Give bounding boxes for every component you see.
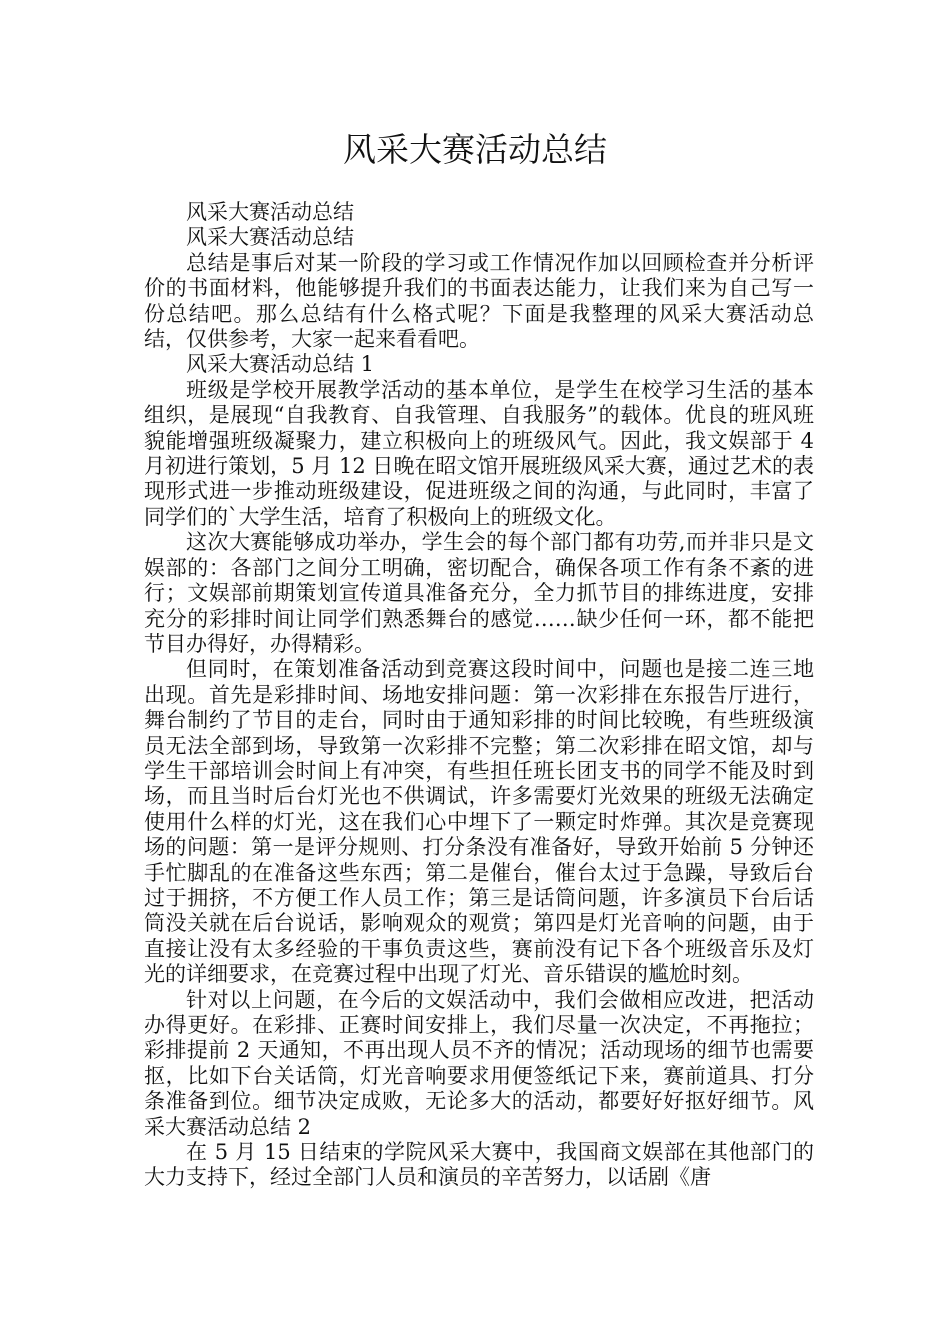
paragraph: 班级是学校开展教学活动的基本单位，是学生在校学习生活的基本组织，是展现“自我教育、自我管理、自我服务”的载体。优良的班风班貌能增强班级凝聚力，建立积极向上的班级风气。因此，我文娱部于 4 月初进行策划，5 月 12 日晚在昭文馆开展班级风采大赛，通过艺术的表现形式进一步推动班级建设，促进班级之间的沟通，与此同时，丰富了同学们的`大学生活，培育了积极向上的班级文化。: [144, 377, 814, 529]
paragraph: 这次大赛能够成功举办，学生会的每个部门都有功劳,而并非只是文娱部的：各部门之间分工明确，密切配合，确保各项工作有条不紊的进行；文娱部前期策划宣传道具准备充分，全力抓节目的排练进度，安排充分的彩排时间让同学们熟悉舞台的感觉……缺少任何一环，都不能把节目办得好，办得精彩。: [144, 530, 814, 656]
document-title: 风采大赛活动总结: [343, 130, 607, 169]
paragraph: 针对以上问题，在今后的文娱活动中，我们会做相应改进，把活动办得更好。在彩排、正赛时间安排上，我们尽量一次决定，不再拖拉；彩排提前 2 天通知，不再出现人员不齐的情况；活动现场的细节也需要抠，比如下台关话筒，灯光音响要求用便签纸记下来，赛前道具、打分条准备到位。细节决定成败，无论多大的活动，都要好好抠好细节。风采大赛活动总结 2: [144, 987, 814, 1139]
paragraph: 风采大赛活动总结: [186, 200, 354, 224]
paragraph: 风采大赛活动总结 1: [186, 352, 375, 377]
paragraph: 但同时，在策划准备活动到竞赛这段时间中，问题也是接二连三地出现。首先是彩排时间、场地安排问题：第一次彩排在东报告厅进行，舞台制约了节目的走台，同时由于通知彩排的时间比较晚，有些班级演员无法全部到场，导致第一次彩排不完整；第二次彩排在昭文馆，却与学生干部培训会时间上有冲突，有些担任班长团支书的同学不能及时到场，而且当时后台灯光也不供调试，许多需要灯光效果的班级无法确定使用什么样的灯光，这在我们心中埋下了一颗定时炸弹。其次是竞赛现场的问题：第一是评分规则、打分条没有准备好，导致开始前 5 分钟还手忙脚乱的在准备这些东西；第二是催台，催台太过于急躁，导致后台过于拥挤，不方便工作人员工作；第三是话筒问题，许多演员下台后话筒没关就在后台说话，影响观众的观赏；第四是灯光音响的问题，由于直接让没有太多经验的干事负责这些，赛前没有记下各个班级音乐及灯光的详细要求，在竞赛过程中出现了灯光、音乐错误的尴尬时刻。: [144, 657, 814, 987]
paragraph: 在 5 月 15 日结束的学院风采大赛中，我国商文娱部在其他部门的大力支持下，经过全部门人员和演员的辛苦努力，以话剧《唐: [144, 1140, 814, 1190]
paragraph: 总结是事后对某一阶段的学习或工作情况作加以回顾检查并分析评价的书面材料，他能够提升我们的书面表达能力，让我们来为自己写一份总结吧。那么总结有什么格式呢？下面是我整理的风采大赛活动总结，仅供参考，大家一起来看看吧。: [144, 250, 814, 352]
document-body: [144, 200, 814, 1191]
paragraph: 风采大赛活动总结: [186, 225, 354, 250]
